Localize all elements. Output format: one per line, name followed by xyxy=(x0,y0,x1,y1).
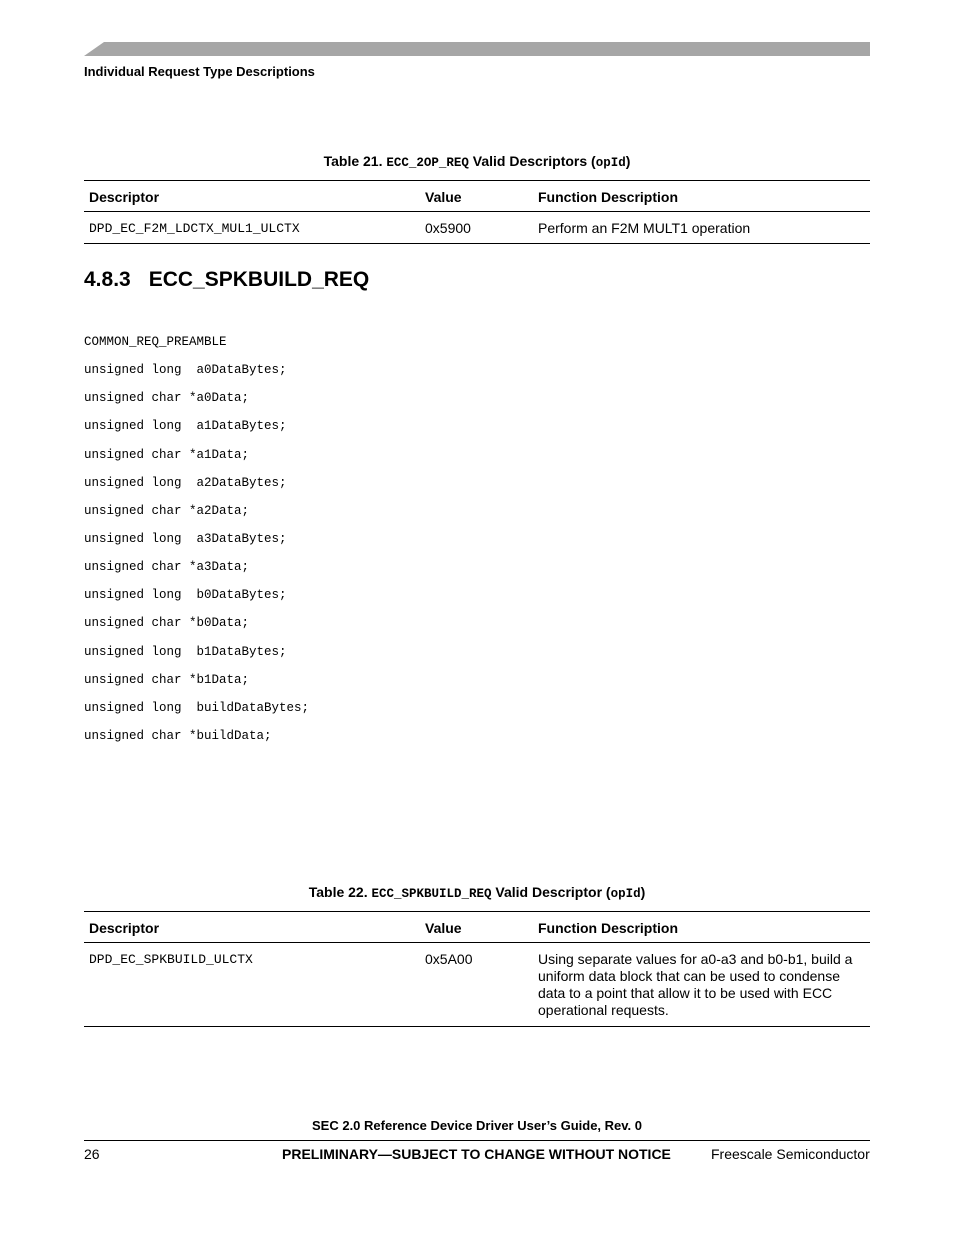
footer-doc-title: SEC 2.0 Reference Device Driver User’s Guide, Rev. 0 xyxy=(312,1118,642,1133)
table21-caption xyxy=(84,153,870,170)
table21-top-rule xyxy=(84,180,870,181)
code-line: unsigned char *b0Data; xyxy=(84,616,250,631)
table21-row-descriptor: DPD_EC_F2M_LDCTX_MUL1_ULCTX xyxy=(89,221,300,236)
code-line: unsigned long a3DataBytes; xyxy=(84,531,287,546)
table21-caption-middle: Valid Descriptors ( xyxy=(472,153,596,169)
code-line: unsigned long a1DataBytes; xyxy=(84,419,287,434)
table21-caption-code: ECC_2OP_REQ xyxy=(386,156,469,170)
section-heading xyxy=(84,268,369,292)
code-line: unsigned long buildDataBytes; xyxy=(84,700,310,715)
table22-row-descriptor: DPD_EC_SPKBUILD_ULCTX xyxy=(89,952,253,967)
table22-top-rule xyxy=(84,911,870,912)
table21-caption-suffix: ) xyxy=(625,153,631,169)
table22-caption-prefix: Table 22. xyxy=(308,884,368,900)
table22-caption-suffix: ) xyxy=(640,884,646,900)
code-line: unsigned long a0DataBytes; xyxy=(84,363,287,378)
table22-caption-code: ECC_SPKBUILD_REQ xyxy=(371,887,492,901)
code-line: unsigned long a2DataBytes; xyxy=(84,475,287,490)
code-line: unsigned long b1DataBytes; xyxy=(84,644,287,659)
code-line: COMMON_REQ_PREAMBLE xyxy=(84,335,227,349)
page-number: 26 xyxy=(84,1146,100,1162)
running-head: Individual Request Type Descriptions xyxy=(84,64,315,79)
table22-header-rule xyxy=(84,942,870,943)
header-bar xyxy=(84,42,870,56)
table22-col-description: Function Description xyxy=(538,920,678,936)
table22-row-description: Using separate values for a0-a3 and b0-b1, build a uniform data block that can be used to condense data to a point that allow it to be used with ECC operational requests. xyxy=(538,951,853,1018)
code-line: unsigned char *a1Data; xyxy=(84,447,250,462)
table22-caption-opid: opId xyxy=(610,887,641,901)
table21-col-value: Value xyxy=(425,189,462,205)
table21-row-value: 0x5900 xyxy=(425,220,471,236)
company-name: Freescale Semiconductor xyxy=(711,1146,870,1162)
table21-bottom-rule xyxy=(84,243,870,244)
code-block xyxy=(84,332,309,754)
table22-caption-middle: Valid Descriptor ( xyxy=(495,884,611,900)
code-line: unsigned char *a2Data; xyxy=(84,503,250,518)
table21-caption-opid: opId xyxy=(595,156,626,170)
table22-row-value: 0x5A00 xyxy=(425,951,473,967)
footer-rule xyxy=(84,1140,870,1141)
code-line: unsigned char *b1Data; xyxy=(84,672,250,687)
table21-col-description: Function Description xyxy=(538,189,678,205)
code-line: unsigned char *buildData; xyxy=(84,728,272,743)
section-title: ECC_SPKBUILD_REQ xyxy=(148,268,370,291)
table22-bottom-rule xyxy=(84,1026,870,1027)
table21-col-descriptor: Descriptor xyxy=(89,189,160,205)
table21-row-description: Perform an F2M MULT1 operation xyxy=(538,220,751,236)
code-line: unsigned char *a0Data; xyxy=(84,391,250,406)
section-number: 4.8.3 xyxy=(84,268,131,291)
table22-col-descriptor: Descriptor xyxy=(89,920,160,936)
table22-col-value: Value xyxy=(425,920,462,936)
code-line: unsigned char *a3Data; xyxy=(84,560,250,575)
table21-caption-prefix: Table 21. xyxy=(323,153,383,169)
preliminary-notice: PRELIMINARY—SUBJECT TO CHANGE WITHOUT NOTICE xyxy=(282,1146,671,1162)
table22-caption xyxy=(84,884,870,901)
code-line: unsigned long b0DataBytes; xyxy=(84,588,287,603)
table21-header-rule xyxy=(84,211,870,212)
